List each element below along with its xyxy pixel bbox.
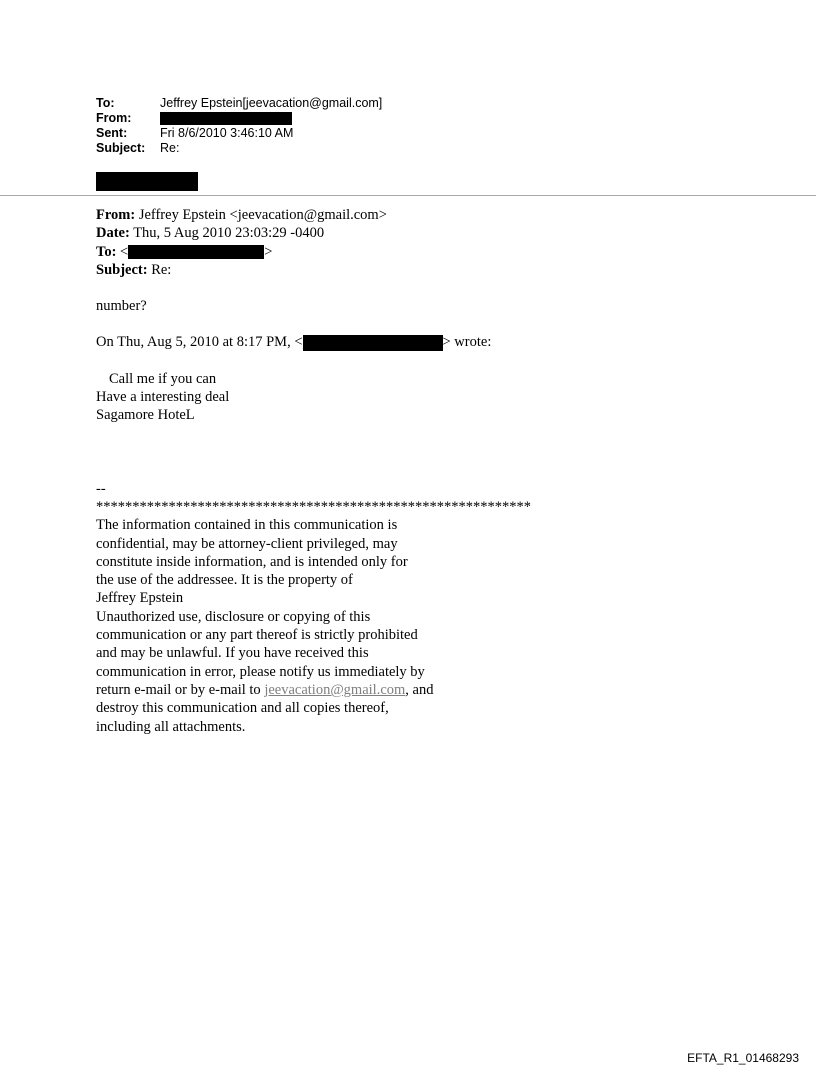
header-subject-label: Subject: (96, 141, 146, 155)
message-body (96, 206, 736, 736)
quote-line: Have a interesting deal (96, 389, 230, 406)
message-date (96, 224, 736, 242)
quote-line: Call me if you can (109, 370, 217, 387)
message-from (96, 206, 736, 224)
quote-intro-start: On Thu, Aug 5, 2010 at 8:17 PM, < (96, 334, 303, 351)
message-from-label: From: (96, 207, 136, 223)
disclaimer-line: constitute inside information, and is intended only for (96, 553, 408, 570)
redaction-bar (303, 335, 443, 351)
signature-stars: ************************************************************ (96, 498, 531, 515)
return-line-end: , and (405, 681, 434, 698)
header-to-row (96, 96, 382, 111)
header-to-value: Jeffrey Epstein[jeevacation@gmail.com] (160, 96, 383, 110)
header-sent-label: Sent: (96, 126, 128, 140)
header-subject-value: Re: (160, 141, 180, 155)
message-subject (96, 261, 736, 279)
return-line-start: return e-mail or by e-mail to (96, 681, 265, 698)
bates-number: EFTA_R1_01468293 (687, 1051, 799, 1065)
quote-line: Sagamore HoteL (96, 407, 195, 424)
header-sent-value: Fri 8/6/2010 3:46:10 AM (160, 126, 294, 140)
quote-intro-end: > wrote: (442, 334, 492, 351)
disclaimer-line: including all attachments. (96, 718, 246, 735)
disclaimer-line: Unauthorized use, disclosure or copying of this (96, 608, 371, 625)
disclaimer-line: and may be unlawful. If you have received this (96, 645, 369, 662)
message-to-open: < (120, 243, 129, 260)
signature-dashes: -- (96, 480, 106, 497)
header-from-row (96, 111, 382, 126)
message-to-label: To: (96, 243, 117, 260)
message-to-close: > (264, 243, 273, 260)
redaction-bar (96, 172, 198, 191)
message-subject-value: Re: (151, 261, 172, 278)
redaction-bar (128, 245, 264, 259)
message-from-value: Jeffrey Epstein <jeevacation@gmail.com> (138, 207, 387, 223)
email-header (96, 96, 382, 156)
quote-intro (96, 333, 736, 351)
disclaimer-line: The information contained in this communication is (96, 517, 398, 534)
disclaimer-line: communication in error, please notify us immediately by (96, 663, 425, 680)
disclaimer-line: the use of the addressee. It is the property of (96, 572, 353, 589)
header-subject-row (96, 141, 382, 156)
divider (0, 195, 816, 196)
message-to (96, 243, 736, 261)
message-subject-label: Subject: (96, 261, 148, 278)
disclaimer-line: Jeffrey Epstein (96, 590, 184, 607)
disclaimer-line: destroy this communication and all copies thereof, (96, 700, 389, 717)
header-sent-row (96, 126, 382, 141)
header-from-label: From: (96, 111, 132, 125)
disclaimer-line: communication or any part thereof is strictly prohibited (96, 627, 418, 644)
redaction-bar (160, 112, 292, 125)
disclaimer-return-line (96, 681, 736, 699)
disclaimer-line: confidential, may be attorney-client privileged, may (96, 535, 398, 552)
message-body-line: number? (96, 298, 147, 315)
message-date-label: Date: (96, 225, 130, 242)
message-date-value: Thu, 5 Aug 2010 23:03:29 -0400 (133, 225, 325, 242)
header-to-label: To: (96, 96, 115, 110)
email-link[interactable]: jeevacation@gmail.com (264, 681, 406, 698)
